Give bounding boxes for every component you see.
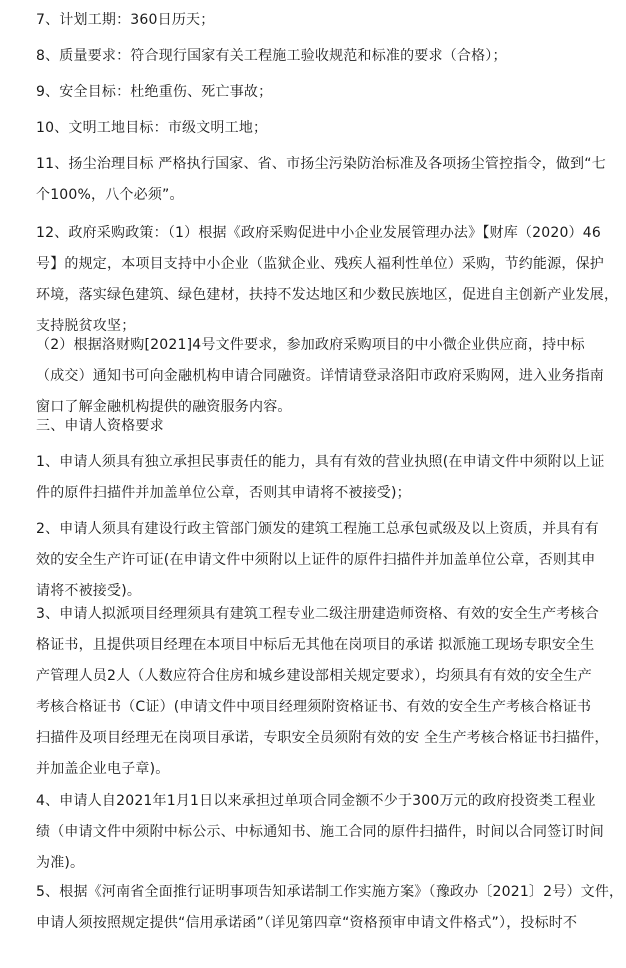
item-10-civilized-site [36,113,600,144]
item-9-safety-target [36,77,600,108]
item-8-quality [36,41,600,72]
line: 7、计划工期：360日历天； [36,12,215,28]
item-11-dust-control [36,149,606,211]
line: 3、申请人拟派项目经理须具有建筑工程专业二级注册建造师资格、有效的安全生产考核合 [36,606,599,622]
line: 4、申请人自2021年1月1日以来承担过单项合同金额不少于300万元的政府投资类工程业 [36,793,596,809]
line: 请将不被接受)。 [36,583,142,599]
line: 为准)。 [36,855,85,871]
line: 8、质量要求：符合现行国家有关工程施工验收规范和标准的要求（合格）； [36,48,507,64]
line: 号】的规定，本项目支持中小企业（监狱企业、残疾人福利性单位）采购，节约能源，保护 [36,256,604,272]
item-12-sub-2-financing [36,330,604,423]
line: 三、申请人资格要求 [36,418,164,434]
line: 扫描件及项目经理无在岗项目承诺，专职安全员须附有效的安 全生产考核合格证书扫描件， [36,730,609,746]
line: 个100%，八个必须”。 [36,187,184,203]
requirement-3-project-manager [36,599,609,785]
line: 5、根据《河南省全面推行证明事项告知承诺制工作实施方案》（豫政办〔2021〕2号）文件， [36,884,624,900]
requirement-4-performance [36,786,604,879]
item-7-schedule [36,5,600,36]
line: 并加盖企业电子章)。 [36,761,170,777]
line: 考核合格证书（C证）(申请文件中项目经理须附资格证书、有效的安全生产考核合格证书 [36,699,592,715]
line: 效的安全生产许可证(在申请文件中须附以上证件的原件扫描件并加盖单位公章，否则其申 [36,552,596,568]
line: 申请人须按照规定提供“信用承诺函”（详见第四章“资格预审申请文件格式”），投标时不 [36,915,578,931]
line: （2）根据洛财购[2021]4号文件要求，参加政府采购项目的中小微企业供应商，持中标 [36,337,585,353]
line: 绩（申请文件中须附中标公示、中标通知书、施工合同的原件扫描件，时间以合同签订时间 [36,824,604,840]
line: 格证书，且提供项目经理在本项目中标后无其他在岗项目的承诺 拟派施工现场专职安全生 [36,637,595,653]
line: 10、文明工地目标：市级文明工地； [36,120,268,136]
section-3-heading [36,411,600,442]
line: 件的原件扫描件并加盖单位公章，否则其申请将不被接受)； [36,485,411,501]
line: 支持脱贫攻坚； [36,318,136,334]
line: 12、政府采购政策：（1）根据《政府采购促进中小企业发展管理办法》【财库（2020）46 [36,225,601,241]
requirement-1-license [36,447,605,509]
line: （成交）通知书可向金融机构申请合同融资。详情请登录洛阳市政府采购网，进入业务指南 [36,368,604,384]
line: 窗口了解金融机构提供的融资服务内容。 [36,399,292,415]
line: 11、扬尘治理目标 严格执行国家、省、市扬尘污染防治标准及各项扬尘管控指令，做到“七 [36,156,606,172]
line: 产管理人员2人（人数应符合住房和城乡建设部相关规定要求），均须具有有效的安全生产 [36,668,592,684]
line: 9、安全目标：杜绝重伤、死亡事故； [36,84,273,100]
line: 环境，落实绿色建筑、绿色建材，扶持不发达地区和少数民族地区，促进自主创新产业发展， [36,287,619,303]
requirement-2-qualification [36,514,600,607]
line: 2、申请人须具有建设行政主管部门颁发的建筑工程施工总承包贰级及以上资质，并具有有 [36,521,599,537]
line: 1、申请人须具有独立承担民事责任的能力，具有有效的营业执照(在申请文件中须附以上证 [36,454,605,470]
item-12-procurement-policy [36,218,619,342]
requirement-5-credit-commitment [36,877,624,939]
